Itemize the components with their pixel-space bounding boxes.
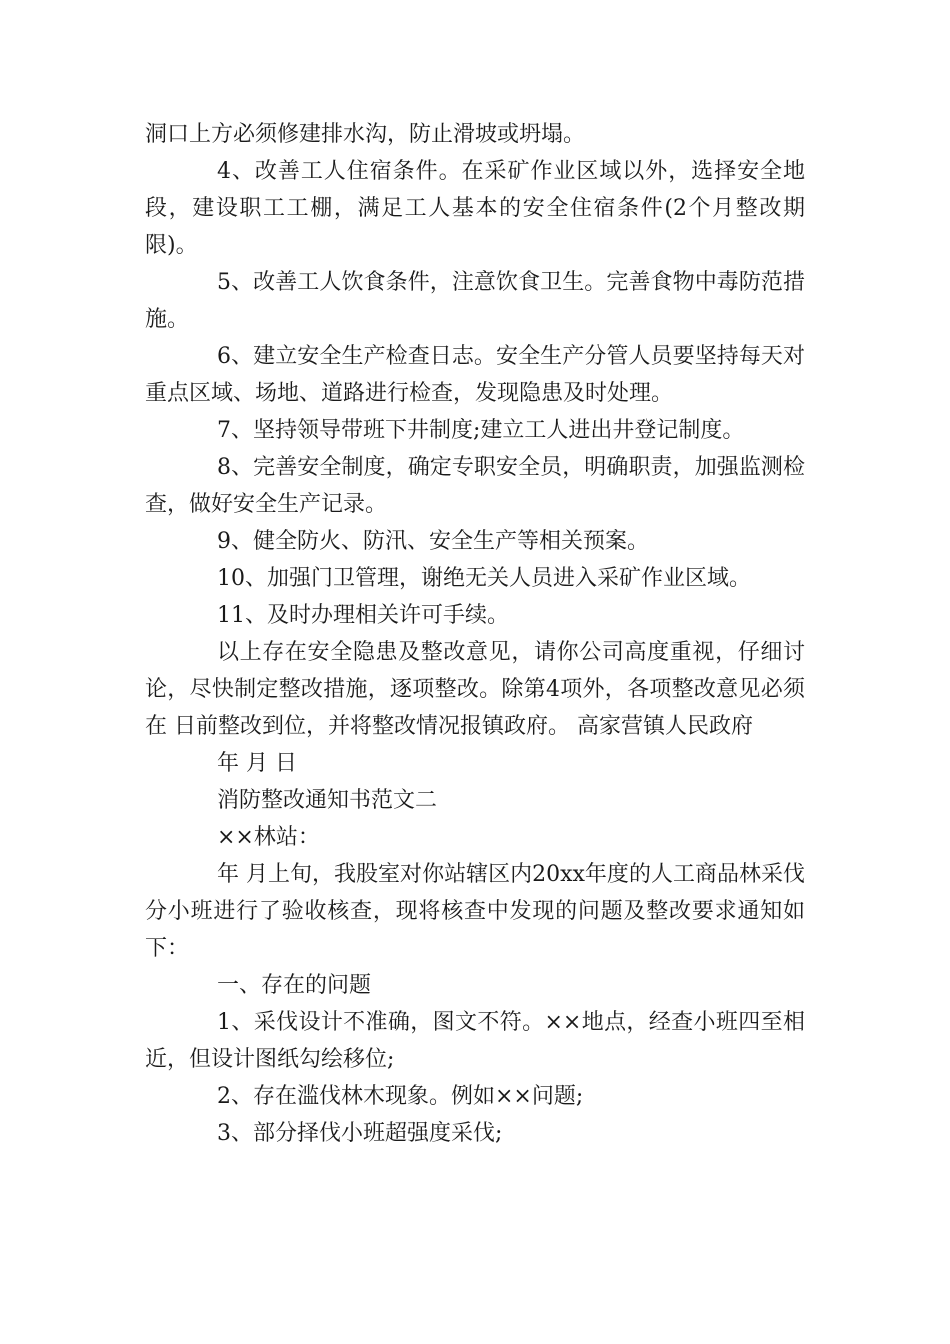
paragraph: 11、及时办理相关许可手续。 [217, 603, 509, 628]
paragraph: 2、存在滥伐林木现象。例如××问题; [217, 1084, 584, 1109]
paragraph: 年 月上旬，我股室对你站辖区内20xx年度的人工商品林采伐分小班进行了验收核查，现将核查中发现的问题及整改要求通知如下： [145, 862, 805, 961]
paragraph: 8、完善安全制度，确定专职安全员，明确职责，加强监测检查，做好安全生产记录。 [145, 455, 805, 517]
addressee: ××林站： [217, 825, 320, 850]
paragraph: 6、建立安全生产检查日志。安全生产分管人员要坚持每天对重点区域、场地、道路进行检查，发现隐患及时处理。 [145, 344, 805, 406]
paragraph: 7、坚持领导带班下井制度;建立工人进出井登记制度。 [217, 418, 745, 443]
date-line: 年 月 日 [217, 751, 297, 776]
paragraph: 1、采伐设计不准确，图文不符。××地点，经查小班四至相近，但设计图纸勾绘移位; [145, 1010, 805, 1072]
paragraph: 5、改善工人饮食条件，注意饮食卫生。完善食物中毒防范措施。 [145, 270, 805, 332]
paragraph: 以上存在安全隐患及整改意见，请你公司高度重视，仔细讨论，尽快制定整改措施，逐项整改。除第4项外，各项整改意见必须在 日前整改到位，并将整改情况报镇政府。 高家营镇人民政府 [145, 640, 805, 739]
section-heading: 一、存在的问题 [217, 973, 372, 998]
paragraph: 9、健全防火、防汛、安全生产等相关预案。 [217, 529, 649, 554]
paragraph: 洞口上方必须修建排水沟，防止滑坡或坍塌。 [145, 122, 586, 147]
paragraph: 4、改善工人住宿条件。在采矿作业区域以外，选择安全地段，建设职工工棚，满足工人基本的安全住宿条件(2个月整改期限)。 [145, 159, 805, 258]
paragraph: 3、部分择伐小班超强度采伐; [217, 1121, 503, 1146]
paragraph: 10、加强门卫管理，谢绝无关人员进入采矿作业区域。 [217, 566, 751, 591]
document-body [145, 116, 805, 1152]
section-title: 消防整改通知书范文二 [217, 788, 438, 813]
